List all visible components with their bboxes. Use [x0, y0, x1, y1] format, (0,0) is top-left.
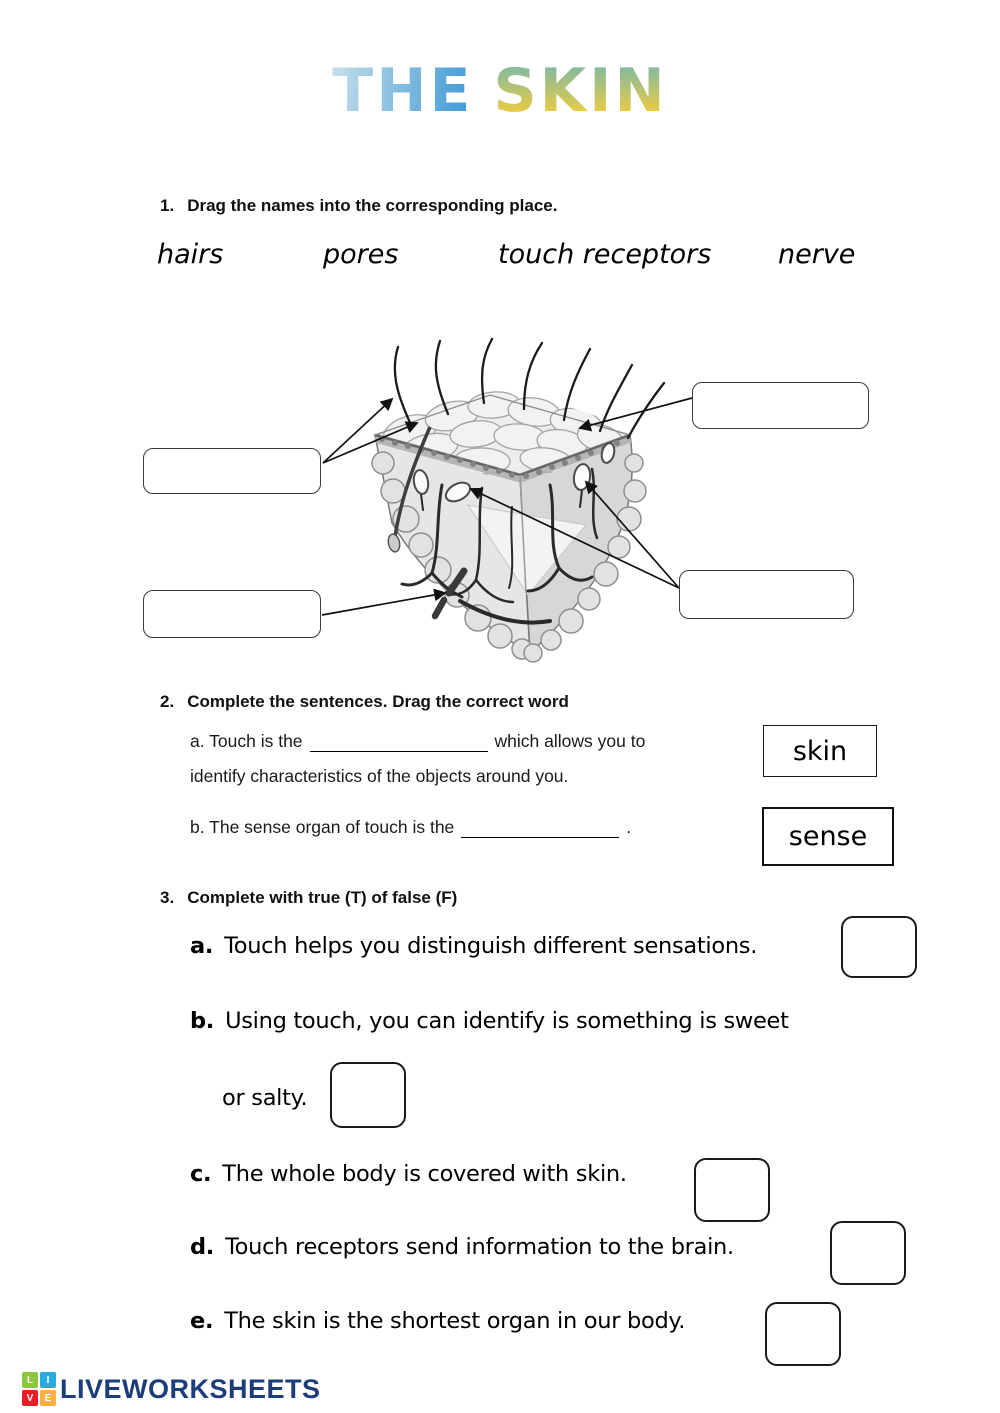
q2-sentence-a-line2: identify characteristics of the objects around you.: [190, 766, 569, 786]
q3-letter-d: d.: [190, 1234, 215, 1260]
title-word-the: THE: [332, 56, 474, 126]
drag-word-pores[interactable]: pores: [323, 239, 399, 270]
q3-letter-e: e.: [190, 1308, 214, 1334]
q2-blank-a[interactable]: [310, 733, 488, 752]
q3-item-a: [190, 933, 757, 959]
logo-square-i: I: [40, 1372, 56, 1388]
label-box-bottom-left[interactable]: [143, 590, 321, 638]
label-box-bottom-right[interactable]: [679, 570, 854, 619]
q2-b-before: b. The sense organ of touch is the: [190, 817, 455, 837]
page-title: [0, 56, 1000, 126]
q3-text-b: Using touch, you can identify is something is sweet: [225, 1008, 789, 1034]
q2-number: 2.: [160, 692, 175, 711]
drag-word-nerve[interactable]: nerve: [778, 239, 856, 270]
q2-heading-text: Complete the sentences. Drag the correct word: [187, 692, 569, 711]
q3-item-b-line2: or salty.: [222, 1085, 308, 1111]
label-box-left[interactable]: [143, 448, 321, 494]
answer-box-e[interactable]: [765, 1302, 841, 1366]
drag-word-hairs[interactable]: hairs: [157, 239, 224, 270]
q3-item-e: [190, 1308, 685, 1334]
q3-text-e: The skin is the shortest organ in our body.: [224, 1308, 686, 1334]
q3-text-c: The whole body is covered with skin.: [222, 1161, 627, 1187]
q2-blank-b[interactable]: [461, 819, 619, 838]
footer: [22, 1372, 321, 1406]
answer-box-a[interactable]: [841, 916, 917, 978]
skin-diagram-section: [130, 335, 880, 670]
q3-heading: [160, 888, 457, 908]
q2-a-after: which allows you to: [494, 731, 646, 751]
answer-box-b[interactable]: [330, 1062, 406, 1128]
q3-heading-text: Complete with true (T) of false (F): [187, 888, 458, 907]
word-box-sense[interactable]: sense: [762, 807, 894, 866]
q2-sentence-a-line1: [190, 731, 645, 752]
liveworksheets-logo: [22, 1372, 56, 1406]
q2-a-before: a. Touch is the: [190, 731, 303, 751]
footer-brand: LIVEWORKSHEETS: [60, 1373, 321, 1404]
q2-sentence-b: [190, 817, 631, 838]
q1-number: 1.: [160, 196, 175, 215]
q3-text-d: Touch receptors send information to the brain.: [225, 1234, 734, 1260]
q3-item-b: [190, 1008, 789, 1034]
logo-square-v: V: [22, 1390, 38, 1406]
drag-word-touch-receptors[interactable]: touch receptors: [498, 239, 712, 270]
q3-item-d: [190, 1234, 734, 1260]
logo-square-l: L: [22, 1372, 38, 1388]
logo-square-e: E: [40, 1390, 56, 1406]
answer-box-c[interactable]: [694, 1158, 770, 1222]
word-box-skin[interactable]: skin: [763, 725, 877, 777]
q2-heading: [160, 692, 569, 712]
q3-item-c: [190, 1161, 627, 1187]
word-bank: [0, 239, 1000, 281]
q2-b-period: .: [626, 817, 632, 837]
answer-box-d[interactable]: [830, 1221, 906, 1285]
q1-heading-text: Drag the names into the corresponding place.: [187, 196, 558, 215]
q3-number: 3.: [160, 888, 175, 907]
title-word-skin: SKIN: [493, 56, 668, 126]
q3-text-a: Touch helps you distinguish different sensations.: [224, 933, 758, 959]
q3-letter-a: a.: [190, 933, 214, 959]
q3-letter-c: c.: [190, 1161, 212, 1187]
q3-letter-b: b.: [190, 1008, 215, 1034]
label-box-top-right[interactable]: [692, 382, 869, 429]
q1-heading: [160, 196, 557, 216]
